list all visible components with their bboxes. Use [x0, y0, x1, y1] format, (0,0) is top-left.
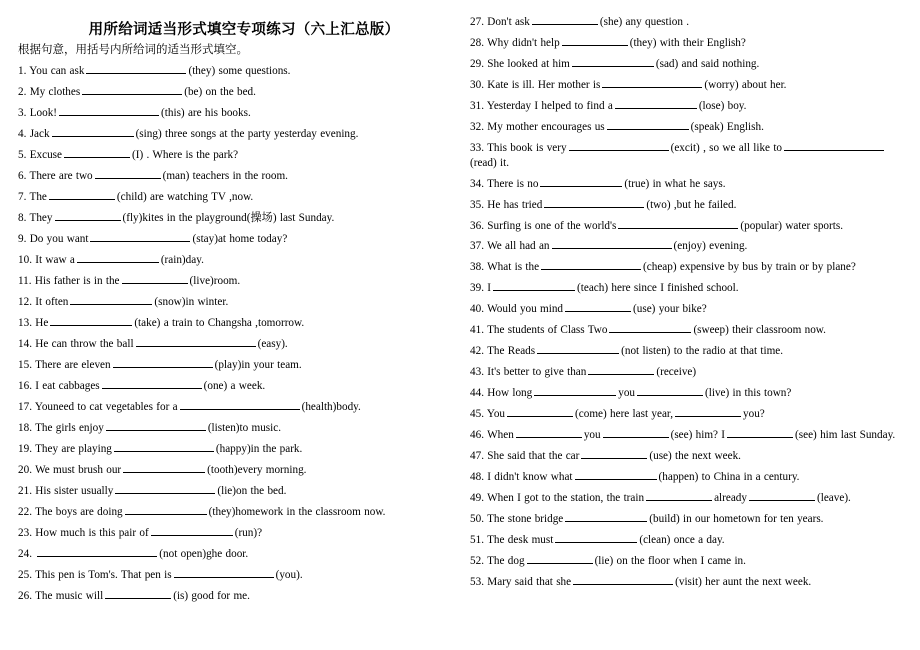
two-column-layout [18, 14, 902, 609]
fill-in-blank-question [18, 567, 448, 583]
fill-in-blank-question [470, 511, 900, 527]
answer-blank-1[interactable] [507, 406, 573, 417]
answer-blank-1[interactable] [102, 378, 202, 389]
answer-blank-1[interactable] [77, 252, 159, 263]
question-text: (enjoy) evening. [673, 240, 748, 253]
question-text: We must brush our [35, 463, 122, 476]
question-number: 40. [470, 303, 484, 316]
answer-blank-1[interactable] [607, 119, 689, 130]
question-number: 19. [18, 442, 32, 455]
answer-blank-2[interactable] [675, 406, 741, 417]
answer-blank-1[interactable] [82, 84, 182, 95]
answer-blank-1[interactable] [55, 210, 121, 221]
question-text: (come) here last year, [575, 408, 673, 421]
question-text: (visit) her aunt the next week. [675, 575, 812, 588]
page-title: 用所给词适当形式填空专项练习（六上汇总版） [88, 22, 400, 38]
question-number: 35. [470, 198, 484, 211]
question-number: 23. [18, 526, 32, 539]
answer-blank-1[interactable] [565, 301, 631, 312]
question-text: (excit) , so we all like to [670, 141, 783, 154]
question-number: 36. [470, 219, 484, 232]
instruction-line: 根据句意，用括号内所给词的适当形式填空。 [18, 44, 248, 56]
question-number: 8. [18, 212, 27, 225]
right-column [470, 14, 900, 609]
question-text: (run)? [234, 526, 263, 539]
fill-in-blank-question [470, 35, 900, 51]
answer-blank-1[interactable] [581, 448, 647, 459]
answer-blank-1[interactable] [115, 483, 215, 494]
answer-blank-1[interactable] [125, 504, 207, 515]
question-text: (see) him? I [670, 429, 726, 442]
question-number: 39. [470, 282, 484, 295]
question-text: Jack [29, 128, 50, 141]
question-text: (they) some questions. [188, 65, 291, 78]
question-text: The boys are doing [35, 505, 123, 518]
question-number: 42. [470, 345, 484, 358]
fill-in-blank-question [470, 532, 900, 548]
question-text: you [618, 387, 636, 400]
question-text: (this) are his books. [161, 107, 251, 120]
fill-in-blank-question [18, 105, 448, 121]
answer-blank-1[interactable] [540, 176, 622, 187]
question-text: (be) on the bed. [184, 86, 256, 99]
question-number: 33. [470, 141, 484, 154]
fill-in-blank-question [18, 462, 448, 478]
question-text: He can throw the ball [35, 337, 134, 350]
question-number: 28. [470, 36, 484, 49]
question-number: 43. [470, 366, 484, 379]
answer-blank-2[interactable] [637, 385, 703, 396]
question-text: I eat cabbages [35, 379, 100, 392]
question-text: (play)in your team. [214, 358, 302, 371]
question-text: They are playing [35, 442, 112, 455]
fill-in-blank-question [470, 553, 900, 569]
question-text: Surfing is one of the world's [487, 219, 617, 232]
question-number: 10. [18, 254, 32, 267]
fill-in-blank-question [18, 525, 448, 541]
left-question-list [18, 63, 448, 603]
answer-blank-1[interactable] [618, 218, 738, 229]
question-text: This pen is Tom's. That pen is [35, 568, 172, 581]
question-number: 52. [470, 555, 484, 567]
fill-in-blank-question [470, 385, 900, 401]
question-number: 14. [18, 337, 32, 350]
question-text: There are eleven [35, 358, 111, 371]
question-text: Do you want [29, 233, 89, 246]
question-number: 50. [470, 513, 484, 526]
question-text: (sad) and said nothing. [655, 57, 760, 70]
answer-blank-1[interactable] [180, 399, 300, 410]
question-text: The stone bridge [487, 513, 564, 526]
question-number: 30. [470, 78, 484, 91]
question-number: 16. [18, 379, 32, 392]
answer-blank-1[interactable] [569, 140, 669, 151]
fill-in-blank-question [18, 63, 448, 79]
answer-blank-1[interactable] [516, 427, 582, 438]
question-text: (fly)kites in the playground(操场) last Sunday. [122, 212, 335, 225]
answer-blank-1[interactable] [572, 56, 654, 67]
question-text: (health)body. [301, 400, 361, 413]
fill-in-blank-question [470, 176, 900, 192]
question-number: 5. [18, 149, 27, 162]
fill-in-blank-question [18, 504, 448, 520]
question-text: The desk must [487, 534, 554, 547]
answer-blank-1[interactable] [532, 14, 598, 25]
answer-blank-1[interactable] [588, 364, 654, 375]
question-text: (lose) boy. [698, 99, 747, 112]
answer-blank-1[interactable] [105, 588, 171, 599]
question-text: (not listen) to the radio at that time. [621, 345, 784, 358]
question-text: When [487, 429, 514, 442]
question-number: 13. [18, 317, 32, 329]
question-number: 20. [18, 463, 32, 476]
question-text: My clothes [29, 86, 81, 99]
question-text: (one) a week. [203, 379, 266, 392]
question-text: Would you mind [487, 303, 564, 316]
fill-in-blank-question [18, 588, 448, 604]
question-text: The [29, 191, 47, 204]
question-text: (easy). [257, 337, 288, 350]
question-text: (happen) to China in a century. [658, 471, 800, 484]
fill-in-blank-question [470, 343, 900, 359]
fill-in-blank-question [18, 336, 448, 352]
question-number: 41. [470, 324, 484, 337]
question-number: 46. [470, 429, 484, 442]
question-text: My mother encourages us [487, 120, 605, 133]
answer-blank-1[interactable] [113, 357, 213, 368]
answer-blank-1[interactable] [70, 294, 152, 305]
question-text: There is no [487, 177, 539, 190]
question-number: 7. [18, 191, 27, 204]
question-text: Why didn't help [487, 36, 560, 49]
fill-in-blank-question [18, 168, 448, 184]
question-text: How much is this pair of [35, 526, 149, 539]
fill-in-blank-question [470, 574, 900, 590]
fill-in-blank-question [18, 273, 448, 289]
question-text: (leave). [817, 492, 851, 505]
fill-in-blank-question [18, 147, 448, 163]
question-number: 37. [470, 240, 484, 253]
question-text: (she) any question . [599, 16, 690, 28]
question-text: Don't ask [487, 16, 530, 28]
question-text: (clean) once a day. [639, 534, 725, 547]
question-text: (speak) English. [690, 120, 764, 133]
fill-in-blank-question [470, 322, 900, 338]
question-number: 29. [470, 57, 484, 70]
question-text: (sweep) their classroom now. [693, 324, 826, 337]
question-text: (live)room. [189, 275, 241, 288]
fill-in-blank-question [18, 189, 448, 205]
answer-blank-2[interactable] [749, 490, 815, 501]
answer-blank-1[interactable] [544, 197, 644, 208]
fill-in-blank-question [470, 77, 900, 93]
question-text: She looked at him [487, 57, 570, 70]
question-number: 44. [470, 387, 484, 400]
answer-blank-2[interactable] [784, 140, 884, 151]
question-text: He [35, 317, 49, 329]
answer-blank-1[interactable] [123, 462, 205, 473]
question-text: The students of Class Two [487, 324, 608, 337]
question-number: 26. [18, 589, 32, 602]
answer-blank-1[interactable] [534, 385, 616, 396]
answer-blank-1[interactable] [565, 511, 647, 522]
question-text: We all had an [487, 240, 550, 253]
question-number: 11. [18, 275, 32, 288]
fill-in-blank-question [470, 119, 900, 135]
question-number: 9. [18, 233, 27, 246]
answer-blank-1[interactable] [615, 98, 697, 109]
question-text: you? [743, 408, 765, 421]
fill-in-blank-question [470, 364, 900, 380]
question-text: I [487, 282, 492, 295]
question-text: you [583, 429, 601, 442]
answer-blank-1[interactable] [493, 280, 575, 291]
fill-in-blank-question [470, 448, 900, 464]
fill-in-blank-question [470, 280, 900, 296]
fill-in-blank-question [470, 238, 900, 254]
fill-in-blank-question [18, 231, 448, 247]
question-text: (they) with their English? [629, 36, 746, 49]
fill-in-blank-question [18, 84, 448, 100]
question-text: (two) ,but he failed. [646, 198, 737, 211]
question-text: There are two [29, 170, 93, 183]
question-text: Youneed to cat vegetables for a [34, 400, 178, 413]
question-number: 47. [470, 450, 484, 463]
fill-in-blank-question [470, 406, 900, 422]
question-text: He has tried [487, 198, 543, 211]
fill-in-blank-question [470, 259, 900, 275]
answer-blank-1[interactable] [552, 238, 672, 249]
question-text: The music will [35, 589, 104, 602]
question-text: She said that the car [487, 450, 580, 463]
question-number: 3. [18, 107, 27, 120]
question-text: (cheap) expensive by bus by train or by plane? [643, 261, 856, 274]
question-text: (snow)in winter. [154, 296, 229, 309]
answer-blank-1[interactable] [555, 532, 637, 543]
answer-blank-1[interactable] [122, 273, 188, 284]
fill-in-blank-question [18, 378, 448, 394]
fill-in-blank-question [18, 546, 448, 562]
question-text: (see) him last Sunday. [795, 429, 896, 442]
question-text: (lie)on the bed. [217, 484, 287, 497]
fill-in-blank-question [18, 483, 448, 499]
question-text: (they)homework in the classroom now. [208, 505, 386, 518]
answer-blank-1[interactable] [52, 126, 134, 137]
right-question-list [470, 14, 900, 590]
question-text: They [29, 212, 53, 225]
question-text: (tooth)every morning. [207, 463, 307, 476]
question-text: (child) are watching TV ,now. [116, 191, 254, 204]
fill-in-blank-question [470, 14, 900, 30]
question-number: 21. [18, 484, 32, 497]
question-number: 2. [18, 86, 27, 99]
answer-blank-1[interactable] [64, 147, 130, 158]
question-text: (rain)day. [160, 254, 204, 267]
question-number: 18. [18, 421, 32, 434]
question-number: 31. [470, 99, 484, 112]
question-number: 34. [470, 177, 484, 190]
fill-in-blank-question [18, 126, 448, 142]
question-number: 17. [18, 400, 32, 413]
question-number: 49. [470, 492, 484, 505]
question-text: What is the [487, 261, 540, 274]
question-text: (take) a train to Changsha ,tomorrow. [134, 317, 305, 329]
question-text: (I) . Where is the park? [132, 149, 239, 162]
answer-blank-1[interactable] [86, 63, 186, 74]
question-text: This book is very [487, 141, 567, 154]
answer-blank-1[interactable] [562, 35, 628, 46]
question-text: (popular) water sports. [740, 219, 843, 232]
question-text: (man) teachers in the room. [162, 170, 288, 183]
question-number: 27. [470, 16, 484, 28]
question-text: already [714, 492, 747, 505]
question-number: 24. [18, 547, 32, 560]
question-text: (is) good for me. [173, 589, 250, 602]
answer-blank-1[interactable] [106, 420, 206, 431]
fill-in-blank-question [18, 210, 448, 226]
answer-blank-1[interactable] [49, 189, 115, 200]
fill-in-blank-question [470, 469, 900, 485]
question-text: (not open)ghe door. [159, 547, 249, 560]
question-text: (happy)in the park. [215, 442, 303, 455]
fill-in-blank-question [18, 420, 448, 436]
question-number: 25. [18, 568, 32, 581]
question-text: (use) your bike? [633, 303, 707, 316]
fill-in-blank-question [18, 357, 448, 373]
left-column [18, 14, 448, 609]
answer-blank-1[interactable] [50, 315, 132, 326]
answer-blank-1[interactable] [95, 168, 161, 179]
question-text: You can ask [29, 65, 85, 78]
question-number: 12. [18, 296, 32, 309]
fill-in-blank-question [470, 427, 900, 443]
question-text: It's better to give than [487, 366, 587, 379]
answer-blank-1[interactable] [646, 490, 712, 501]
question-text: Mary said that she [487, 575, 572, 588]
question-text: The dog [487, 555, 525, 567]
question-number: 45. [470, 408, 484, 421]
question-number: 6. [18, 170, 27, 183]
fill-in-blank-question [18, 252, 448, 268]
fill-in-blank-question [470, 197, 900, 213]
answer-blank-1[interactable] [136, 336, 256, 347]
question-text: Look! [29, 107, 58, 120]
question-text: You [486, 408, 506, 421]
answer-blank-1[interactable] [575, 469, 657, 480]
fill-in-blank-question [18, 399, 448, 415]
question-text: (worry) about her. [704, 78, 787, 91]
question-text: His sister usually [35, 484, 114, 497]
question-number: 15. [18, 358, 32, 371]
question-text: (sing) three songs at the party yesterday evening. [135, 128, 359, 141]
question-text: (listen)to music. [207, 421, 282, 434]
answer-blank-1[interactable] [537, 343, 619, 354]
question-text: (build) in our hometown for ten years. [649, 513, 824, 526]
question-text: How long [487, 387, 533, 400]
answer-blank-1[interactable] [541, 259, 641, 270]
answer-blank-3[interactable] [727, 427, 793, 438]
question-text: (true) in what he says. [624, 177, 726, 190]
question-number: 48. [470, 471, 484, 484]
answer-blank-2[interactable] [603, 427, 669, 438]
answer-blank-1[interactable] [609, 322, 691, 333]
fill-in-blank-question [470, 56, 900, 72]
question-text: (lie) on the floor when I came in. [594, 555, 746, 567]
question-text: (you). [275, 568, 303, 581]
fill-in-blank-question [470, 490, 900, 506]
question-text: Yesterday I helped to find a [486, 99, 613, 112]
question-number: 1. [18, 65, 27, 78]
question-text: It often [35, 296, 69, 309]
question-text: Excuse [29, 149, 62, 162]
answer-blank-1[interactable] [59, 105, 159, 116]
question-text: The Reads [487, 345, 536, 358]
question-text: It waw a [35, 254, 75, 267]
fill-in-blank-question [18, 294, 448, 310]
fill-in-blank-question [18, 441, 448, 457]
answer-blank-1[interactable] [90, 231, 190, 242]
question-text: (receive) [656, 366, 697, 379]
fill-in-blank-question [470, 98, 900, 114]
question-number: 4. [18, 128, 27, 141]
answer-blank-1[interactable] [602, 77, 702, 88]
question-text: When I got to the station, the train [487, 492, 645, 505]
question-text: The girls enjoy [35, 421, 104, 434]
answer-blank-1[interactable] [151, 525, 233, 536]
fill-in-blank-question [470, 218, 900, 234]
question-text: (read) it. [470, 156, 510, 169]
answer-blank-1[interactable] [573, 574, 673, 585]
answer-blank-1[interactable] [37, 546, 157, 557]
question-number: 22. [18, 505, 32, 518]
fill-in-blank-question [18, 315, 448, 331]
answer-blank-1[interactable] [174, 567, 274, 578]
answer-blank-1[interactable] [114, 441, 214, 452]
question-text: I didn't know what [487, 471, 573, 484]
question-number: 38. [470, 261, 484, 274]
fill-in-blank-question [470, 140, 900, 171]
question-text: (live) in this town? [705, 387, 792, 400]
question-text: (stay)at home today? [192, 233, 288, 246]
question-text: Kate is ill. Her mother is [487, 78, 601, 91]
fill-in-blank-question [470, 301, 900, 317]
question-text: His father is in the [34, 275, 120, 288]
question-number: 32. [470, 120, 484, 133]
question-number: 53. [470, 575, 484, 588]
question-number: 51. [470, 534, 484, 547]
question-text: (use) the next week. [649, 450, 741, 463]
question-text: (teach) here since I finished school. [577, 282, 739, 295]
answer-blank-1[interactable] [527, 553, 593, 564]
